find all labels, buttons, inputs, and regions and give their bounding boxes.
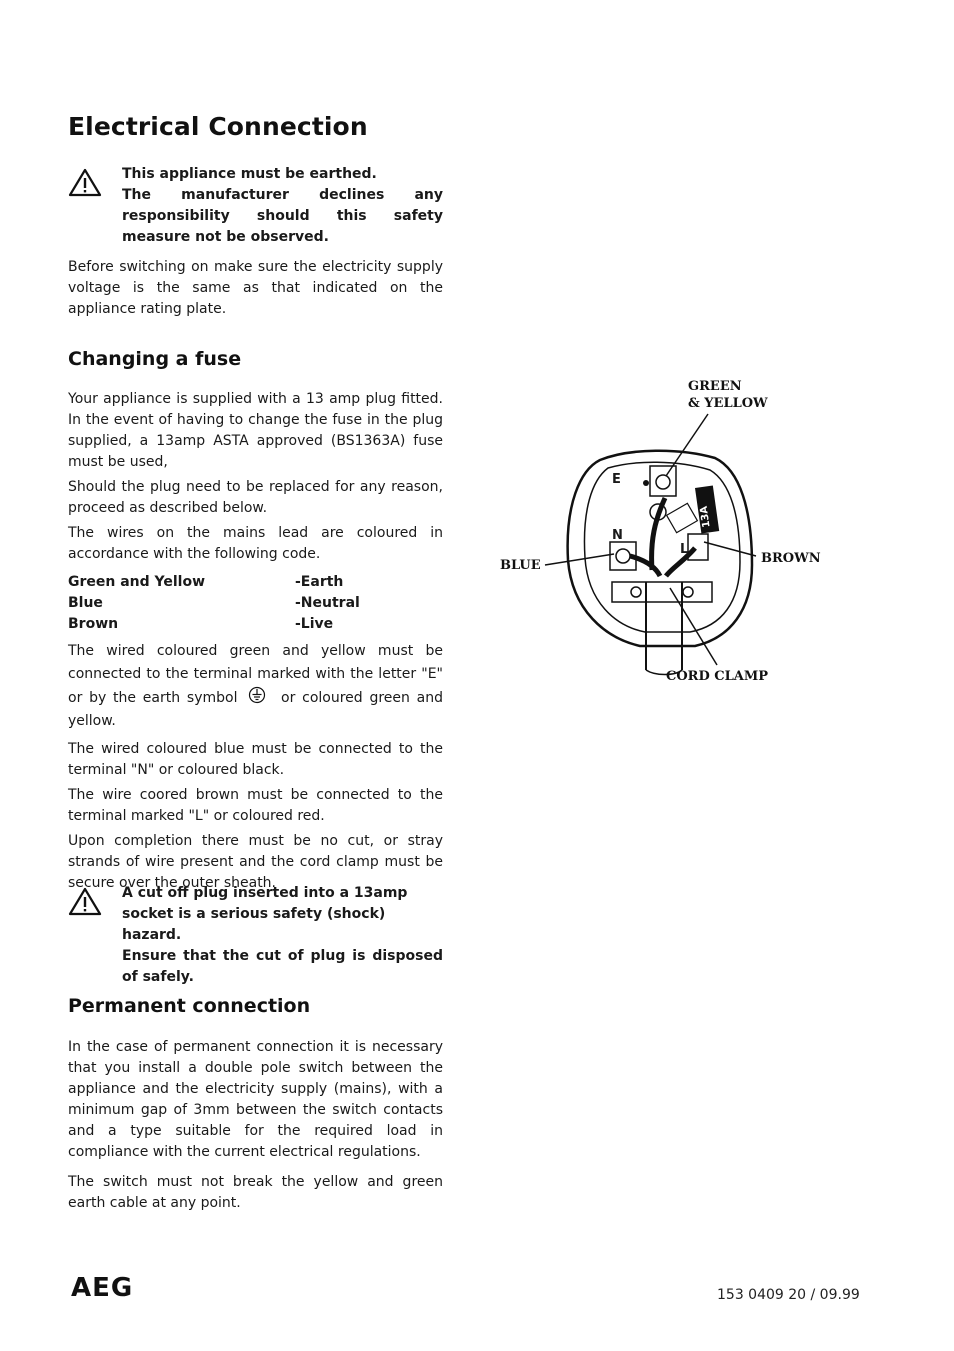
label-blue: BLUE [500,558,541,573]
wire-function: -Live [295,616,334,632]
page-title: Electrical Connection [68,112,368,141]
neutral-wire-paragraph: The wired coloured blue must be connected to the terminal "N" or coloured black. [68,741,443,778]
fuse-label: 13A [698,505,713,529]
permanent-heading: Permanent connection [68,995,311,1017]
warning-triangle-icon [68,887,102,917]
wire-colour: Blue [68,595,103,611]
terminal-e-label: E [612,472,621,487]
wire-code-row-earth [68,572,443,593]
permanent-paragraph-1: In the case of permanent connection it is necessary that you install a double pole switch between the appliance and the electricity supply (mains), with a minimum gap of 3mm between the switch contacts and a type suitable for the required load in compliance with the current electrical regulations. [68,1039,443,1160]
fuse-paragraph-1: Your appliance is supplied with a 13 amp plug fitted. In the event of having to change the fuse in the plug supplied, a 13amp ASTA approved (BS1363A) fuse must be used, [68,391,443,470]
wire-code-row-live [68,614,443,635]
cut-plug-warning-line2: Ensure that the cut of plug is disposed of safely. [122,948,443,985]
terminal-n-label: N [612,528,623,543]
wire-function: -Neutral [295,595,360,611]
label-green: GREEN [688,379,742,394]
earth-symbol-icon [248,686,266,704]
earthing-warning-line1: This appliance must be earthed. [122,166,377,182]
warning-triangle-icon [68,168,102,198]
completion-paragraph: Upon completion there must be no cut, or stray strands of wire present and the cord clamp must be secure over the outer sheath. [68,833,443,891]
wire-function: -Earth [295,574,344,590]
cut-plug-warning [122,883,443,988]
label-yellow: & YELLOW [688,396,768,411]
earthing-warning-line2: The manufacturer declines any responsibility should this safety measure not be observed. [122,187,443,245]
earth-wire-paragraph [68,640,443,733]
earth-wire-text: The wired coloured green and yellow must be connected to the terminal marked with the letter "E" or by the earth symbol [68,643,443,706]
label-cord-clamp: CORD CLAMP [666,669,769,684]
label-green-yellow [688,378,768,412]
terminal-l-label: L [680,542,689,557]
live-wire-paragraph: The wire coored brown must be connected to the terminal marked "L" or coloured red. [68,787,443,824]
wire-colour: Brown [68,616,119,632]
plug-illustration [490,370,840,700]
intro-paragraph: Before switching on make sure the electricity supply voltage is the same as that indicated on the appliance rating plate. [68,259,443,317]
cut-plug-warning-line1: A cut off plug inserted into a 13amp socket is a serious safety (shock) hazard. [122,885,408,943]
wire-colour-code [68,572,443,635]
permanent-paragraph-2: The switch must not break the yellow and green earth cable at any point. [68,1174,443,1211]
wire-colour: Green and Yellow [68,574,206,590]
fuse-paragraph-2: Should the plug need to be replaced for any reason, proceed as described below. [68,479,443,516]
fuse-heading: Changing a fuse [68,348,242,370]
document-code: 153 0409 20 / 09.99 [717,1287,860,1303]
wire-code-row-neutral [68,593,443,614]
earth-wire-text-end: or coloured green and yellow. [68,690,444,729]
plug-wiring-diagram [490,370,840,700]
fuse-paragraph-3: The wires on the mains lead are coloured in accordance with the following code. [68,525,443,562]
earthing-warning [122,164,443,248]
label-brown: BROWN [761,551,821,566]
brand-logo: AEG [71,1273,134,1303]
